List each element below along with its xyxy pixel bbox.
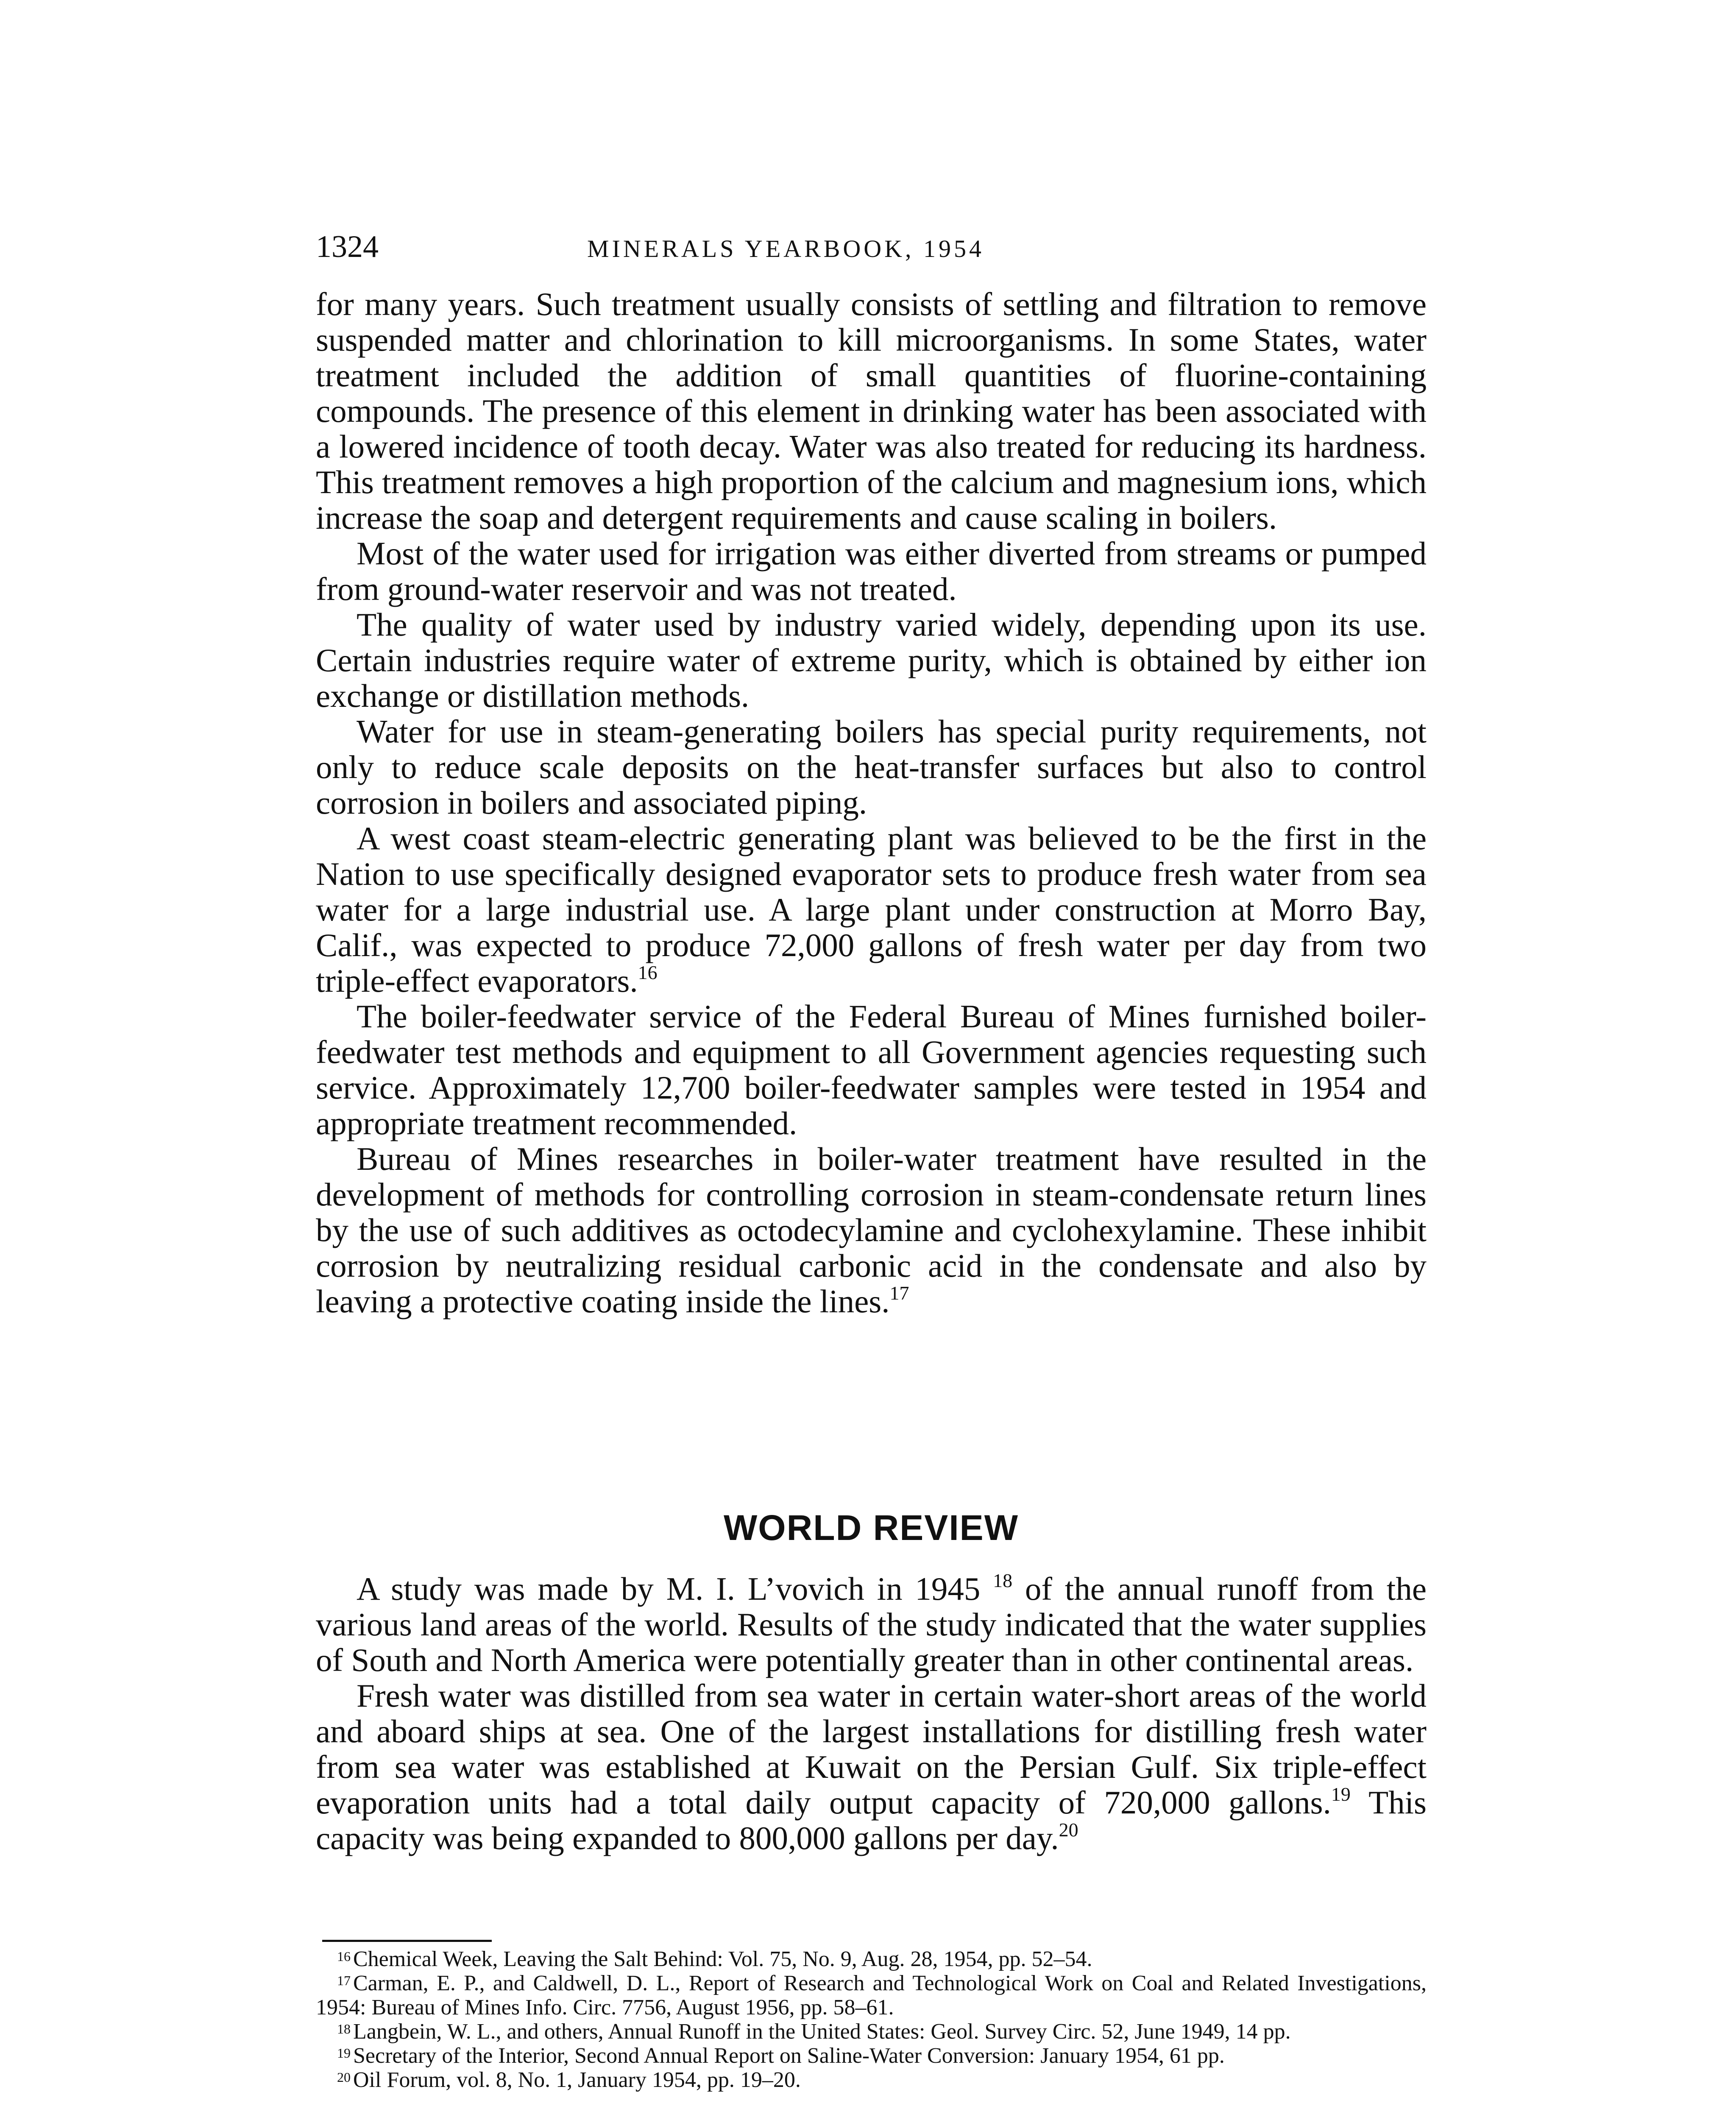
paragraph-text: This capacity was being expanded to 800,000 gallons per day. (316, 1784, 1427, 1856)
footnote-mark: 20 (337, 2070, 351, 2085)
paragraph (316, 1678, 1427, 1856)
footnote-divider (322, 1940, 492, 1942)
page-number: 1324 (316, 229, 379, 264)
footnote-ref: 16 (638, 962, 658, 983)
running-head: MINERALS YEARBOOK, 1954 (587, 235, 985, 262)
footnote (316, 2044, 1427, 2068)
paragraph: Most of the water used for irrigation was either diverted from streams or pumped from ground-water reservoir and was not treated. (316, 535, 1427, 607)
paragraph: for many years. Such treatment usually consists of settling and filtration to remove suspended matter and chlorination to kill microorganisms. In some States, water treatment included the addition of small quantities of fluorine-containing compounds. The presence of this element in drinking water has been associated with a lowered incidence of tooth decay. Water was also treated for reducing its hardness. This treatment removes a high proportion of the calcium and magnesium ions, which increase the soap and detergent requirements and cause scaling in boilers. (316, 286, 1427, 536)
footnote-mark: 16 (337, 1949, 351, 1964)
footnotes (316, 1947, 1427, 2092)
footnote-ref: 20 (1059, 1819, 1078, 1841)
footnote-text: Secretary of the Interior, Second Annual Report on Saline-Water Conversion: January 1954, 61 pp. (353, 2044, 1225, 2068)
footnote-mark: 19 (337, 2045, 351, 2061)
paragraph (316, 1571, 1427, 1678)
paragraph: The boiler-feedwater service of the Federal Bureau of Mines furnished boiler-feedwater test methods and equipment to all Government agencies requesting such service. Approximately 12,700 boiler-feedwater samples were tested in 1954 and appropriate treatment recommended. (316, 998, 1427, 1141)
section-heading: WORLD REVIEW (724, 1508, 1019, 1548)
footnote-text: Carman, E. P., and Caldwell, D. L., Report of Research and Technological Work on Coal and Related Investigations, 1954: Bureau of Mines Info. Circ. 7756, August 1956, pp. 58–61. (316, 1971, 1427, 2020)
footnote-ref: 18 (993, 1570, 1013, 1591)
paragraph (316, 820, 1427, 999)
body-text-upper (316, 286, 1427, 1319)
footnote-mark: 18 (337, 2021, 351, 2036)
paragraph (316, 1141, 1427, 1319)
footnote (316, 2020, 1427, 2044)
paragraph-text: Fresh water was distilled from sea water in certain water-short areas of the world and aboard ships at sea. One of the largest installations for distilling fresh water from sea water was established at Kuwait on the Persian Gulf. Six triple-effect evaporation units had a total daily output capacity of 720,000 gallons. (316, 1677, 1427, 1821)
paragraph-text: A study was made by M. I. L’vovich in 1945 (357, 1570, 993, 1607)
paragraph-text: of the annual runoff from the various land areas of the world. Results of the study indicated that the water supplies of South and North America were potentially greater than in other continental areas. (316, 1570, 1427, 1678)
body-text-lower (316, 1571, 1427, 1856)
footnote-ref: 17 (889, 1282, 909, 1304)
paragraph: Water for use in steam-generating boilers has special purity requirements, not only to reduce scale deposits on the heat-transfer surfaces but also to control corrosion in boilers and associated piping. (316, 713, 1427, 821)
footnote (316, 1971, 1427, 2020)
paragraph-text: A west coast steam-electric generating plant was believed to be the first in the Nation to use specifically designed evaporator sets to produce fresh water from sea water for a large industrial use. A large plant under construction at Morro Bay, Calif., was expected to produce 72,000 gallons of fresh water per day from two triple-effect evaporators. (316, 820, 1427, 999)
paragraph: The quality of water used by industry varied widely, depending upon its use. Certain industries require water of extreme purity, which is obtained by either ion exchange or distillation methods. (316, 606, 1427, 714)
footnote-ref: 19 (1331, 1783, 1351, 1805)
footnote-text: Oil Forum, vol. 8, No. 1, January 1954, pp. 19–20. (353, 2068, 801, 2092)
footnote (316, 1947, 1427, 1971)
footnote-text: Langbein, W. L., and others, Annual Runoff in the United States: Geol. Survey Circ. 52, June 1949, 14 pp. (353, 2020, 1291, 2044)
page-header (316, 229, 1427, 267)
footnote (316, 2068, 1427, 2092)
paragraph-text: Bureau of Mines researches in boiler-water treatment have resulted in the development of methods for controlling corrosion in steam-condensate return lines by the use of such additives as octodecylamine and cyclohexylamine. These inhibit corrosion by neutralizing residual carbonic acid in the condensate and also by leaving a protective coating inside the lines. (316, 1141, 1427, 1319)
footnote-text: Chemical Week, Leaving the Salt Behind: Vol. 75, No. 9, Aug. 28, 1954, pp. 52–54. (353, 1947, 1092, 1971)
footnote-mark: 17 (337, 1973, 351, 1988)
